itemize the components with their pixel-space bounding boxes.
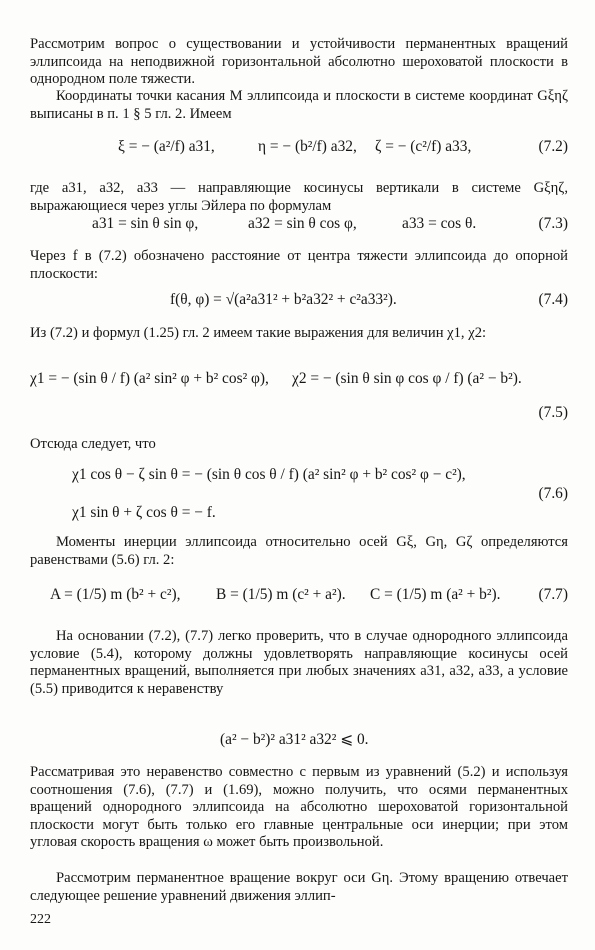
equation-7-6-line-2: χ1 sin θ + ζ cos θ = − f. (72, 504, 216, 521)
page-number: 222 (30, 912, 51, 927)
paragraph-10: Рассмотрим перманентное вращение вокруг оси Gη. Этому вращению отвечает следующее решение уравнений движения эллип- (30, 870, 568, 904)
paragraph-6: Отсюда следует, что (30, 436, 156, 452)
equation-7-5: χ1 = − (sin θ / f) (a² sin² φ + b² cos² φ), χ2 = − (sin θ sin φ cos φ / f) (a² − b²). (30, 370, 522, 387)
equation-7-3: a31 = sin θ sin φ, a32 = sin θ cos φ, a33 = cos θ. (7.3) (92, 215, 568, 232)
paragraph-9: Рассматривая это неравенство совместно с первым из уравнений (5.2) и используя соотношения (7.6), (7.7) и (1.69), можно получить, что осями перманентных вращений однородного эллипсоида на абсолютно шероховатой горизонтальной плоскости могут быть только его главные центральные оси инерции; при этом угловая скорость вращения ω может быть произвольной. (30, 764, 568, 850)
paragraph-8: На основании (7.2), (7.7) легко проверить, что в случае однородного эллипсоида условие (5.4), которому должны удовлетворять направляющие косинусы осей перманентных вращений, выполняется при любых значениях a31, a32, a33, а условие (5.5) приводится к неравенству (30, 628, 568, 697)
paragraph-3: где a31, a32, a33 — направляющие косинусы вертикали в системе Gξηζ, выражающиеся через углы Эйлера по формулам (30, 180, 568, 214)
paragraph-7: Моменты инерции эллипсоида относительно осей Gξ, Gη, Gζ определяются равенствами (5.6) гл. 2: (30, 534, 568, 568)
equation-7-4: f(θ, φ) = √(a²a31² + b²a32² + c²a33²). (7.4) (170, 291, 568, 308)
equation-7-6-label: (7.6) (538, 485, 568, 502)
equation-7-7: A = (1/5) m (b² + c²), B = (1/5) m (c² + a²). C = (1/5) m (a² + b²). (7.7) (50, 586, 568, 603)
equation-7-2: ξ = − (a²/f) a31, η = − (b²/f) a32, ζ = − (c²/f) a33, (7.2) (118, 138, 568, 155)
equation-7-6-line-1: χ1 cos θ − ζ sin θ = − (sin θ cos θ / f) (a² sin² φ + b² cos² φ − c²), (72, 466, 466, 483)
paragraph-4: Через f в (7.2) обозначено расстояние от центра тяжести эллипсоида до опорной плоскости: (30, 248, 568, 282)
paragraph-5: Из (7.2) и формул (1.25) гл. 2 имеем такие выражения для величин χ1, χ2: (30, 325, 487, 341)
paragraph-1: Рассмотрим вопрос о существовании и устойчивости перманентных вращений эллипсоида на неподвижной горизонтальной абсолютно шероховатой плоскости в однородном поле тяжести. (30, 36, 568, 87)
equation-7-5-label: (7.5) (538, 404, 568, 421)
paragraph-2: Координаты точки касания M эллипсоида и плоскости в системе координат Gξηζ выписаны в п. 1 § 5 гл. 2. Имеем (30, 88, 568, 122)
inequality: (a² − b²)² a31² a32² ⩽ 0. (220, 731, 369, 748)
